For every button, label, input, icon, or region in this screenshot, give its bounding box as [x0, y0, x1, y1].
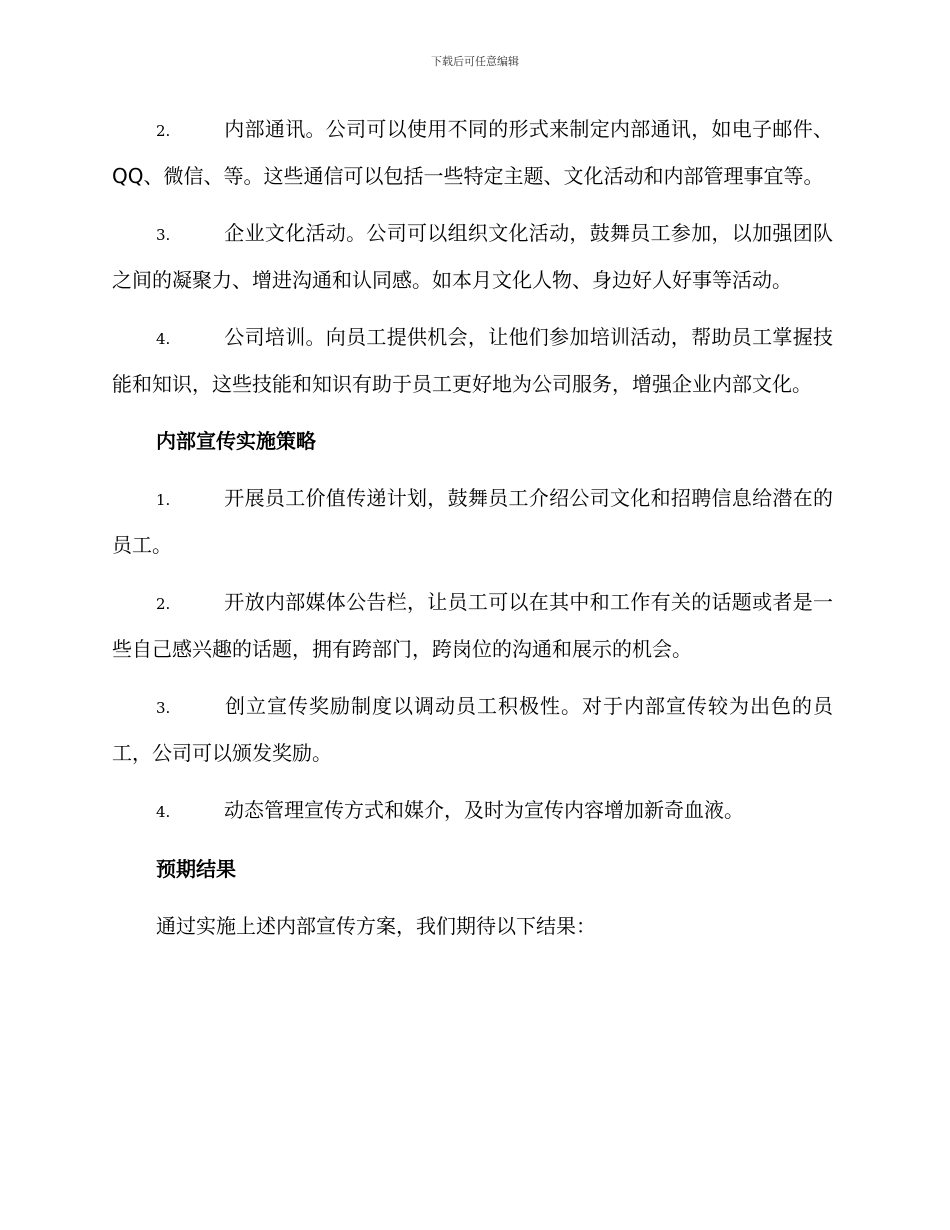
- results-intro: 通过实施上述内部宣传方案，我们期待以下结果：: [156, 914, 596, 938]
- item-text: 创立宣传奖励制度以调动员工积极性。对于内部宣传较为出色的员工，公司可以颁发奖励。: [112, 694, 833, 765]
- page-header: 下载后可任意编辑: [431, 55, 519, 68]
- document-body: [112, 107, 833, 961]
- item-text: 企业文化活动。公司可以组织文化活动，鼓舞员工参加，以加强团队之间的凝聚力、增进沟通和认同感。如本月文化人物、身边好人好事等活动。: [112, 221, 833, 292]
- item-text: 开展员工价值传递计划，鼓舞员工介绍公司文化和招聘信息给潜在的员工。: [112, 486, 833, 557]
- item-text: 动态管理宣传方式和媒介，及时为宣传内容增加新奇血液。: [224, 798, 744, 822]
- item-number: 2.: [156, 595, 171, 613]
- list-item: [112, 107, 833, 199]
- list-item: [112, 315, 833, 407]
- item-text: 内部通讯。公司可以使用不同的形式来制定内部通讯，如电子邮件、QQ、微信、等。这些通信可以包括一些特定主题、文化活动和内部管理事宜等。: [112, 117, 833, 188]
- section-heading-strategy: 内部宣传实施策略: [156, 429, 316, 453]
- section-heading-results: 预期结果: [156, 857, 236, 881]
- item-number: 1.: [156, 491, 171, 509]
- item-text: 开放内部媒体公告栏，让员工可以在其中和工作有关的话题或者是一些自己感兴趣的话题，拥有跨部门，跨岗位的沟通和展示的机会。: [112, 590, 833, 661]
- list-item: [112, 476, 833, 568]
- list-item: [112, 580, 833, 672]
- list-item: [112, 788, 833, 835]
- item-number: 3.: [156, 699, 171, 717]
- item-number: 3.: [156, 226, 171, 244]
- item-text: 公司培训。向员工提供机会，让他们参加培训活动，帮助员工掌握技能和知识，这些技能和知识有助于员工更好地为公司服务，增强企业内部文化。: [112, 325, 833, 396]
- list-item: [112, 211, 833, 303]
- item-number: 4.: [156, 330, 171, 348]
- item-number: 4.: [156, 803, 171, 821]
- item-number: 2.: [156, 122, 171, 140]
- list-item: [112, 684, 833, 776]
